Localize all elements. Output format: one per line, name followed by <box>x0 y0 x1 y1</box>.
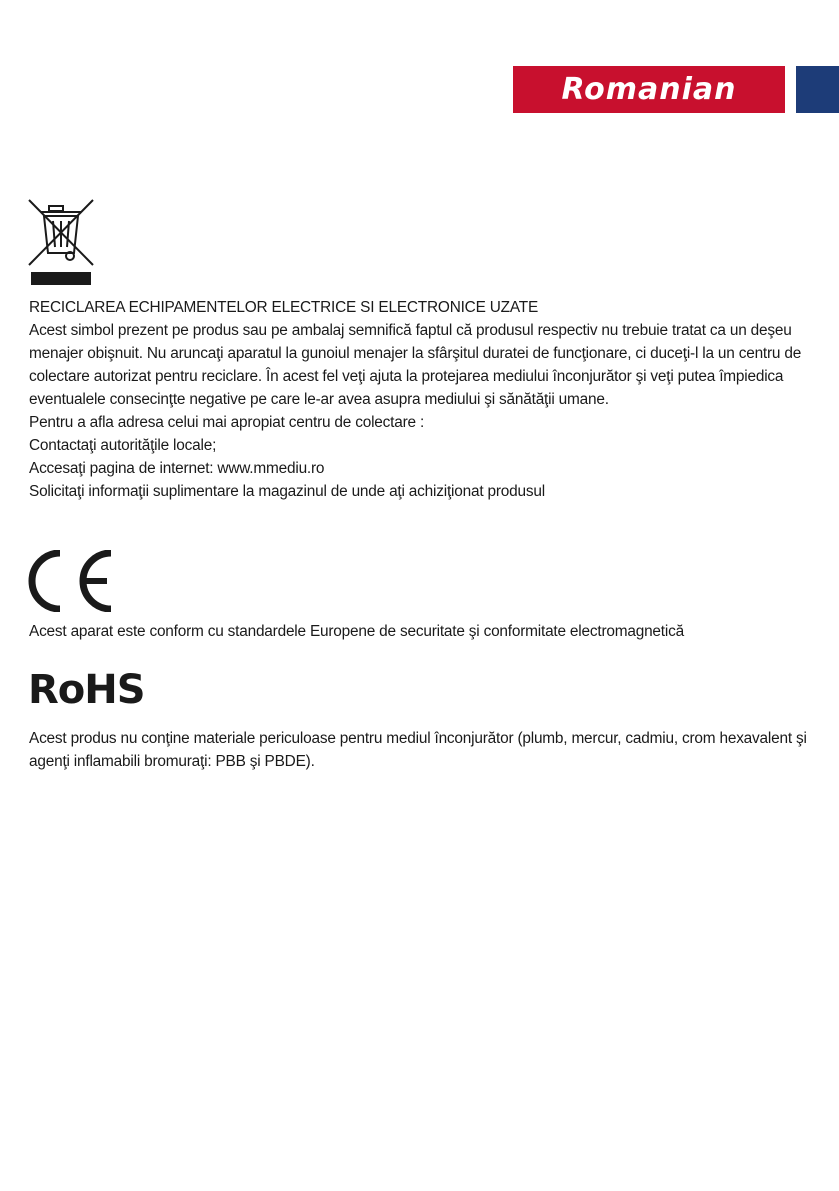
section-marker <box>796 66 839 113</box>
list-item: Contactaţi autorităţile locale; <box>29 437 217 454</box>
rohs-logo: RoHS <box>28 667 145 713</box>
recycling-section <box>29 296 809 503</box>
ce-text: Acest aparat este conform cu standardele Europene de securitate şi conformitate electromagnetică <box>29 623 684 640</box>
ce-mark-icon <box>27 550 113 612</box>
rohs-section <box>29 727 809 773</box>
rohs-text: Acest produs nu conţine materiale periculoase pentru mediul înconjurător (plumb, mercur, cadmiu, crom hexavalent şi agenţi inflamabili bromuraţi: PBB şi PBDE). <box>29 730 807 770</box>
list-item: Accesaţi pagina de internet: www.mmediu.ro <box>29 460 325 477</box>
language-label: Romanian <box>561 72 737 107</box>
ce-section <box>29 620 809 643</box>
recycling-paragraph: Acest simbol prezent pe produs sau pe ambalaj semnifică faptul că produsul respectiv nu trebuie tratat ca un deşeu menajer obişnuit. Nu aruncaţi aparatul la gunoiul menajer la sfârşitul duratei de funcţionare, ci duceţi-l la un centru de colectare autorizat pentru reciclare. În acest fel veţi ajuta la protejarea mediului înconjurător şi veţi putea împiedica eventualele consecinţte negative pe care le-ar avea asupra mediului şi sănătăţii umane. <box>29 322 802 408</box>
crossed-out-wheelie-bin-icon <box>26 197 96 287</box>
collection-address-intro: Pentru a afla adresa celui mai apropiat centru de colectare : <box>29 414 425 431</box>
language-tab <box>513 66 785 113</box>
list-item: Solicitaţi informaţii suplimentare la magazinul de unde aţi achiziţionat produsul <box>29 483 545 500</box>
recycling-title: RECICLAREA ECHIPAMENTELOR ELECTRICE SI ELECTRONICE UZATE <box>29 299 539 316</box>
